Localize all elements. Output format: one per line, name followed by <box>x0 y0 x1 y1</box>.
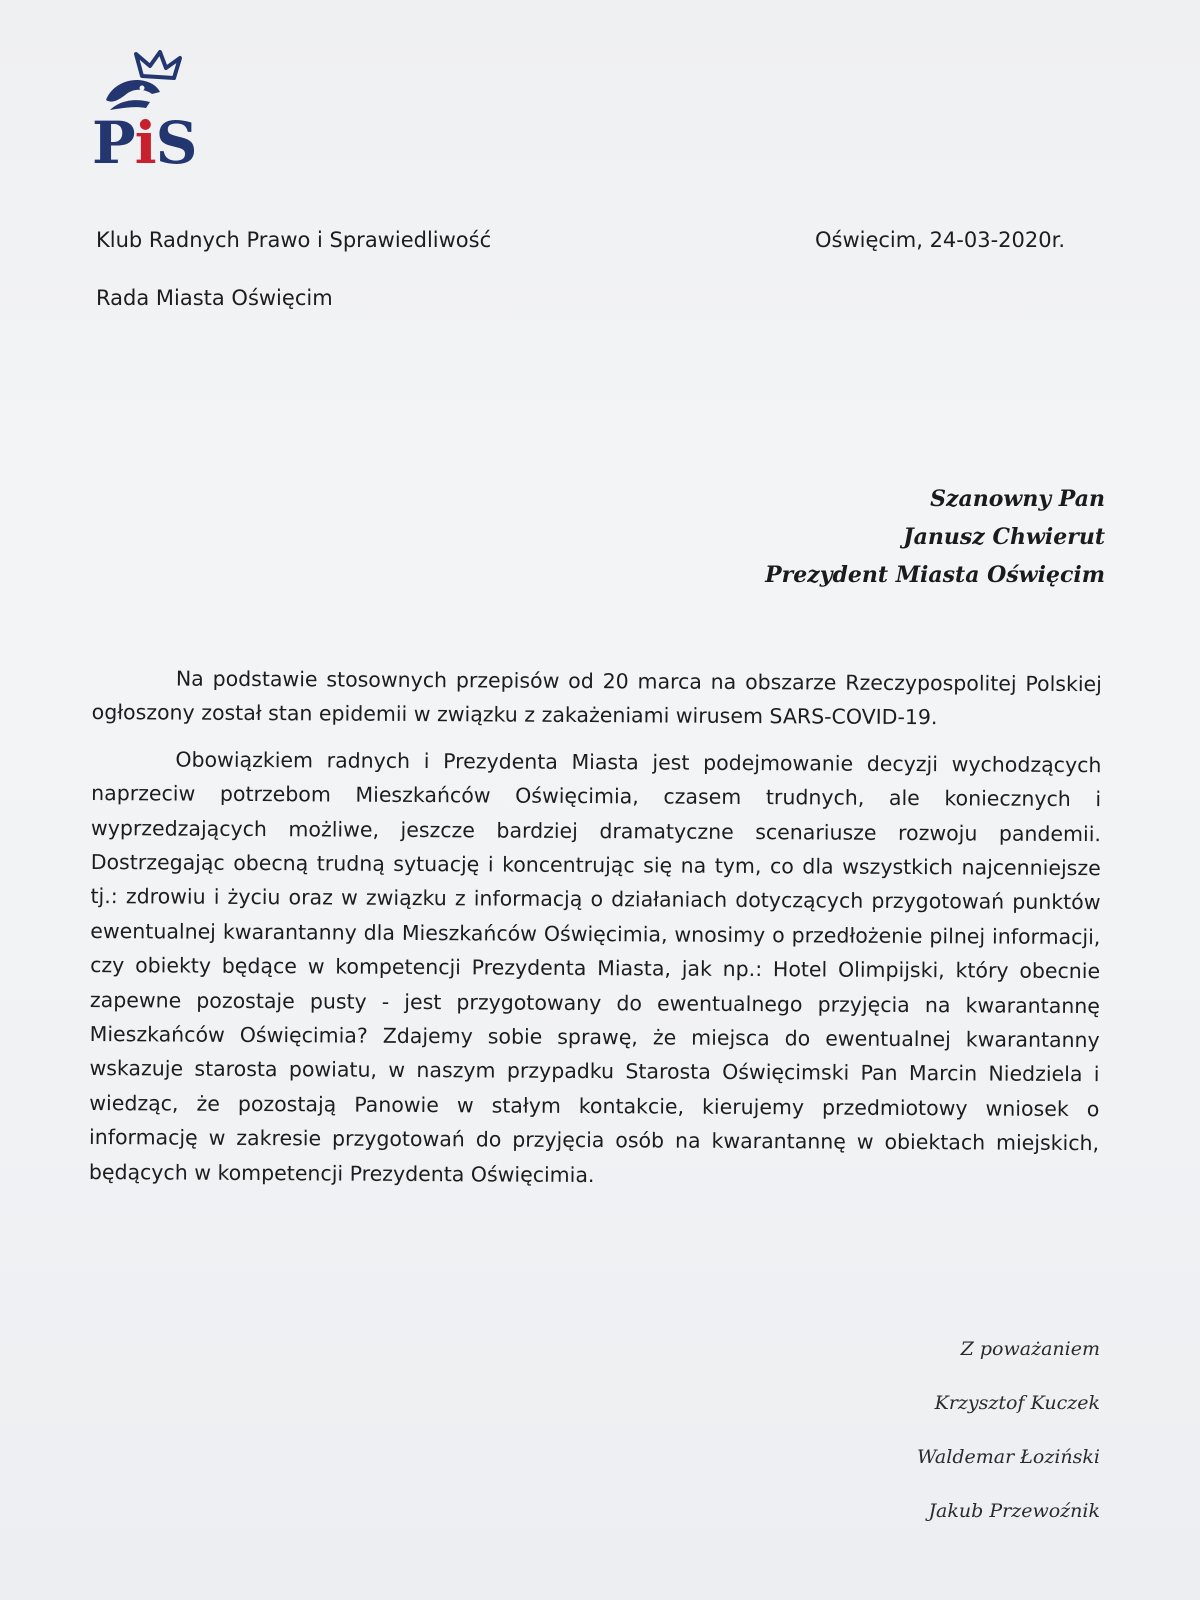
sender-organization: Klub Radnych Prawo i Sprawiedliwość <box>96 228 492 252</box>
signatory: Jakub Przewoźnik <box>928 1500 1100 1522</box>
letter-date: Oświęcim, 24-03-2020r. <box>814 228 1065 252</box>
pis-logo <box>88 48 218 188</box>
body-paragraph-2: Obowiązkiem radnych i Prezydenta Miasta jest podejmowanie decyzji wychodzących naprzeciw potrzebom Mieszkańców Oświęcimia, czasem trudnych, ale koniecznych i wyprzedzających możliwe, jeszcze bardziej dramatyczne scenariusze rozwoju pandemii. Dostrzegając obecną trudną sytuację i koncentrując się na tym, co dla wszystkich najcenniejsze tj.: zdrowiu i życiu oraz w związku z informacją o działaniach dotyczących przygotowań punktów ewentualnej kwarantanny dla Mieszkańców Oświęcimia, wnosimy o przedłożenie pilnej informacji, czy obiekty będące w kompetencji Prezydenta Miasta, jak np.: Hotel Olimpijski, który obecnie zapewne pozostaje pusty - jest przygotowany do ewentualnego przyjęcia na kwarantannę Mieszkańców Oświęcimia? Zdajemy sobie sprawę, że miejsca do ewentualnej kwarantanny wskazuje starosta powiatu, w naszym przypadku Starosta Oświęcimski Pan Marcin Niedziela i wiedząc, że pozostają Panowie w stałym kontakcie, kierujemy przedmiotowy wniosek o informację w zakresie przygotowań do przyjęcia osób na kwarantannę w obiektach miejskich, będących w kompetencji Prezydenta Oświęcimia. <box>88 747 1102 1187</box>
signatory: Krzysztof Kuczek <box>934 1392 1100 1414</box>
recipient-name: Janusz Chwierut <box>903 524 1105 550</box>
logo-wordmark: PiS <box>92 109 197 177</box>
closing-block <box>917 1322 1100 1538</box>
body-paragraph-1: Na podstawie stosownych przepisów od 20 marca na obszarze Rzeczypospolitej Polskiej ogłoszony został stan epidemii w związku z zakażeniami wirusem SARS-COVID-19. <box>91 666 1102 730</box>
sender-council: Rada Miasta Oświęcim <box>96 286 333 310</box>
letter-body <box>89 661 1102 1195</box>
recipient-title: Prezydent Miasta Oświęcim <box>765 562 1105 588</box>
eagle-crown-icon <box>88 48 218 118</box>
recipient-salutation: Szanowny Pan <box>930 486 1105 512</box>
signatory: Waldemar Łoziński <box>917 1446 1100 1468</box>
recipient-block <box>765 480 1105 594</box>
closing-salutation: Z poważaniem <box>960 1338 1100 1360</box>
